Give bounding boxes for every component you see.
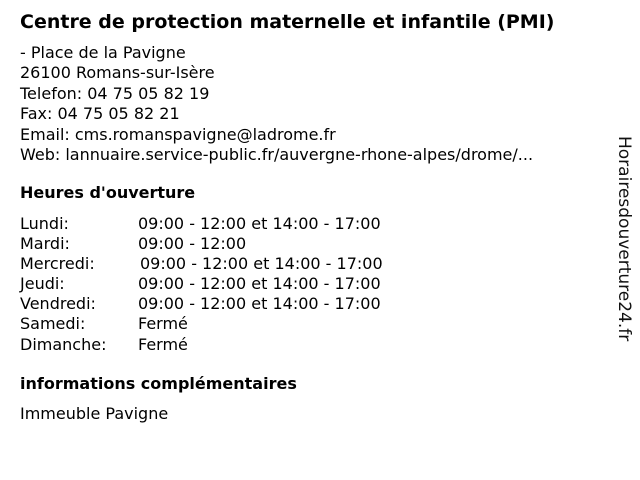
time-value: 09:00 - 12:00 et 14:00 - 17:00 [138,274,381,294]
day-label: Jeudi: [20,274,65,294]
page-title: Centre de protection maternelle et infantile (PMI) [20,11,555,33]
time-value: 09:00 - 12:00 et 14:00 - 17:00 [140,254,383,274]
watermark-text: Horairesdouverture24.fr [614,136,634,342]
day-label: Lundi: [20,214,69,233]
fax-number: Fax: 04 75 05 82 21 [20,104,180,124]
street-address: - Place de la Pavigne [20,43,186,62]
day-label: Vendredi: [20,294,96,314]
phone-number: Telefon: 04 75 05 82 19 [20,83,210,103]
day-label: Dimanche: [20,334,107,354]
additional-info-text: Immeuble Pavigne [20,404,169,423]
time-value: 09:00 - 12:00 et 14:00 - 17:00 [138,214,381,233]
time-value: Fermé [138,334,188,354]
website-link: Web: lannuaire.service-public.fr/auvergne-rhone-alpes/drome/... [20,145,534,165]
city-address: 26100 Romans-sur-Isère [20,63,215,83]
email-address: Email: cms.romanspavigne@ladrome.fr [20,124,336,144]
time-value: Fermé [138,314,188,334]
opening-hours-heading: Heures d'ouverture [20,183,196,202]
day-label: Mardi: [20,234,70,254]
time-value: 09:00 - 12:00 [138,234,247,254]
time-value: 09:00 - 12:00 et 14:00 - 17:00 [138,294,381,314]
contact-block [20,43,533,165]
watermark [611,136,635,346]
day-label: Mercredi: [20,254,95,274]
additional-info-heading: informations complémentaires [20,374,297,393]
day-label: Samedi: [20,314,86,334]
